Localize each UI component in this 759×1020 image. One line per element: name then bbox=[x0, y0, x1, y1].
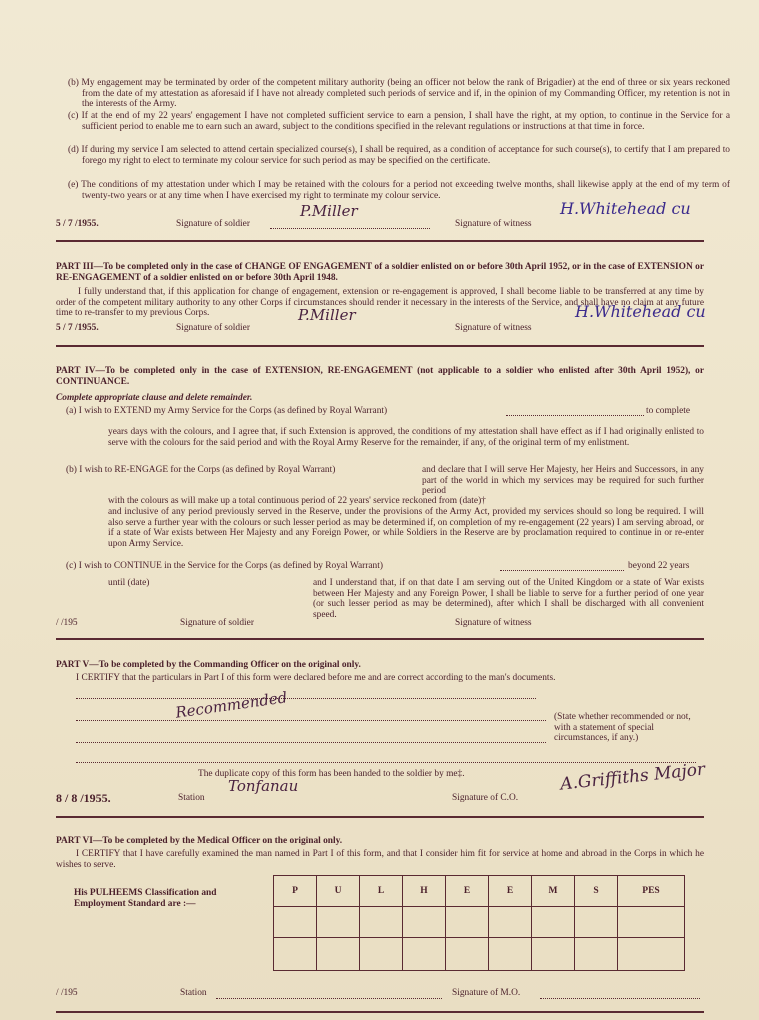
part3-text: I fully understand that, if this application for change of engagement, extension or re-engagement is approved, I shall become liable to be transferred at any time by order of the competent military authority to any other Corps if circumstances should render it necessary in the interests of the Service, and shall have no claim at any future time to re-transfer to my previous Corps. bbox=[56, 287, 704, 319]
cell bbox=[360, 907, 403, 938]
col-p: P bbox=[274, 876, 317, 907]
part5-heading: PART V—To be completed by the Commanding Officer on the original only. bbox=[56, 660, 361, 670]
cell bbox=[532, 907, 575, 938]
col-e1: E bbox=[446, 876, 489, 907]
col-h: H bbox=[403, 876, 446, 907]
clause-d: (d) If during my service I am selected to attend certain specialized course(s), I shall be required, as a condition of acceptance for such course(s), to certify that I am prepared to forego my right to elect to terminate my colour service for such period as may be specified on the certificate. bbox=[68, 145, 730, 166]
sig1-witness-label: Signature of witness bbox=[455, 219, 532, 229]
part4-c2-end: and I understand that, if on that date I am serving out of the United Kingdom or a state of War exists between Her Majesty and any Foreign Power, I shall be liable to serve for a further period of one year (or such lesser period as may be determined), after which I shall be discharged with all convenient speed. bbox=[313, 578, 704, 620]
part4-c2: until (date) bbox=[108, 578, 150, 588]
part5-date: 8 / 8 /1955. bbox=[56, 791, 111, 805]
dotted-line bbox=[76, 742, 546, 743]
divider bbox=[56, 638, 704, 640]
part4-b1-end: and declare that I will serve Her Majesty, her Heirs and Successors, in any part of the world in which my services may be required for such further period bbox=[422, 465, 704, 497]
part5-station-label: Station bbox=[178, 793, 205, 803]
pulheems-table bbox=[273, 875, 685, 971]
part4-c1: (c) I wish to CONTINUE in the Service for the Corps (as defined by Royal Warrant) bbox=[66, 561, 383, 571]
part4-a1: (a) I wish to EXTEND my Army Service for the Corps (as defined by Royal Warrant) bbox=[66, 406, 388, 416]
part5-note: (State whether recommended or not, with a statement of special circumstances, if any.) bbox=[554, 712, 691, 744]
sig3-witness-label: Signature of witness bbox=[455, 618, 532, 628]
sig3-date: / /195 bbox=[56, 618, 78, 628]
col-m: M bbox=[532, 876, 575, 907]
part6-date: / /195 bbox=[56, 988, 78, 998]
cell bbox=[317, 907, 360, 938]
cell bbox=[360, 938, 403, 971]
cell bbox=[446, 907, 489, 938]
dotted-line bbox=[76, 720, 546, 721]
sig1-soldier-signature: P.Miller bbox=[300, 202, 358, 220]
part4-heading: PART IV—To be completed only in the case of EXTENSION, RE-ENGAGEMENT (not applicable to a soldier who enlisted after 30th April 1952), or CONTINUANCE. bbox=[56, 366, 704, 387]
sig2-date: 5 / 7 /1955. bbox=[56, 323, 99, 333]
recommended-signature: Recommended bbox=[174, 688, 289, 722]
cell bbox=[489, 938, 532, 971]
dotted-line bbox=[76, 698, 536, 699]
sig2-witness-signature: H.Whitehead cu bbox=[575, 302, 706, 321]
sig2-soldier-signature: P.Miller bbox=[298, 306, 356, 324]
sig1-witness-signature: H.Whitehead cu bbox=[560, 199, 691, 218]
cell bbox=[618, 907, 685, 938]
part5-co-label: Signature of C.O. bbox=[452, 793, 519, 803]
pulheems-label: His PULHEEMS Classification and Employment Standard are :— bbox=[74, 888, 217, 909]
dotted-line bbox=[216, 998, 442, 999]
cell bbox=[446, 938, 489, 971]
cell bbox=[274, 907, 317, 938]
divider bbox=[56, 345, 704, 347]
dotted-line bbox=[76, 762, 696, 763]
part6-mo-label: Signature of M.O. bbox=[452, 988, 521, 998]
part4-b1: (b) I wish to RE-ENGAGE for the Corps (as defined by Royal Warrant) bbox=[66, 465, 336, 475]
part6-heading: PART VI—To be completed by the Medical Officer on the original only. bbox=[56, 836, 343, 846]
clause-b: (b) My engagement may be terminated by order of the competent military authority (being an officer not below the rank of Brigadier) at the end of three or six years reckoned from the date of my attestation as aforesaid if I have not already completed such periods of service and if, in the opinion of my Commanding Officer, my retention is not in the interests of the Army. bbox=[68, 78, 730, 110]
dotted-line bbox=[500, 570, 624, 571]
cell bbox=[403, 907, 446, 938]
part4-b3: and inclusive of any period previously served in the Reserve, under the provisions of the Army Act, provided my services should so long be required. I will also serve a further year with the colours or such lesser period as may be determined if, on completion of my re-engagement (22 years) I am serving abroad, or if a state of War exists between Her Majesty and any Foreign Power, or while Soldiers in the Reserve are by proclamation required to continue in or re-enter upon Army Service. bbox=[108, 507, 704, 549]
cell bbox=[274, 938, 317, 971]
dotted-line bbox=[506, 415, 644, 416]
sig1-date: 5 / 7 /1955. bbox=[56, 219, 99, 229]
station-signature: Tonfanau bbox=[228, 777, 299, 795]
cell bbox=[575, 907, 618, 938]
col-u: U bbox=[317, 876, 360, 907]
part3-heading: PART III—To be completed only in the case of CHANGE OF ENGAGEMENT of a soldier enlisted on or before 30th April 1952, or in the case of EXTENSION or RE-ENGAGEMENT of a soldier enlisted on or before 30th April 1948. bbox=[56, 262, 704, 283]
clause-c: (c) If at the end of my 22 years' engagement I have not completed sufficient service to earn a pension, I shall have the right, at my option, to continue in the Service for a sufficient period to enable me to earn such an award, subject to the conditions specified in the relevant regulations or instructions at that time in force. bbox=[68, 111, 730, 132]
divider bbox=[56, 240, 704, 242]
sig2-soldier-label: Signature of soldier bbox=[176, 323, 250, 333]
part4-instruction: Complete appropriate clause and delete remainder. bbox=[56, 393, 253, 403]
sig3-soldier-label: Signature of soldier bbox=[180, 618, 254, 628]
cell bbox=[532, 938, 575, 971]
cell bbox=[575, 938, 618, 971]
part4-a1-end: to complete bbox=[646, 406, 690, 416]
part4-a2: years days with the colours, and I agree that, if such Extension is approved, the conditions of my attestation shall have effect as if I had originally enlisted to serve with the colours for the said period and with the Royal Army Reserve for the remainder, if any, of the original term of my enlistment. bbox=[108, 427, 704, 448]
dotted-line bbox=[540, 998, 700, 999]
col-l: L bbox=[360, 876, 403, 907]
col-pes: PES bbox=[618, 876, 685, 907]
divider bbox=[56, 816, 704, 818]
part4-b2: with the colours as will make up a total continuous period of 22 years' service reckoned from (date)† bbox=[108, 496, 486, 506]
sig1-soldier-label: Signature of soldier bbox=[176, 219, 250, 229]
cell bbox=[618, 938, 685, 971]
sig1-soldier-line bbox=[270, 228, 430, 229]
part5-certify: I CERTIFY that the particulars in Part I of this form were declared before me and are correct according to the man's documents. bbox=[76, 673, 556, 683]
col-s: S bbox=[575, 876, 618, 907]
co-signature: A.Griffiths Major bbox=[559, 759, 707, 795]
clause-e: (e) The conditions of my attestation under which I may be retained with the colours for a period not exceeding twelve months, shall likewise apply at the end of my term of twenty-two years or at any time when I have exercised my right to terminate my colour service. bbox=[68, 180, 730, 201]
sig2-witness-label: Signature of witness bbox=[455, 323, 532, 333]
cell bbox=[489, 907, 532, 938]
part5-duplicate: The duplicate copy of this form has been handed to the soldier by me‡. bbox=[198, 769, 465, 779]
cell bbox=[403, 938, 446, 971]
cell bbox=[317, 938, 360, 971]
part4-c1-end: beyond 22 years bbox=[628, 561, 690, 571]
part6-station-label: Station bbox=[180, 988, 207, 998]
col-e2: E bbox=[489, 876, 532, 907]
divider bbox=[56, 1011, 704, 1013]
part6-certify: I CERTIFY that I have carefully examined the man named in Part I of this form, and that I consider him fit for service at home and abroad in the Corps in which he wishes to serve. bbox=[56, 849, 704, 870]
